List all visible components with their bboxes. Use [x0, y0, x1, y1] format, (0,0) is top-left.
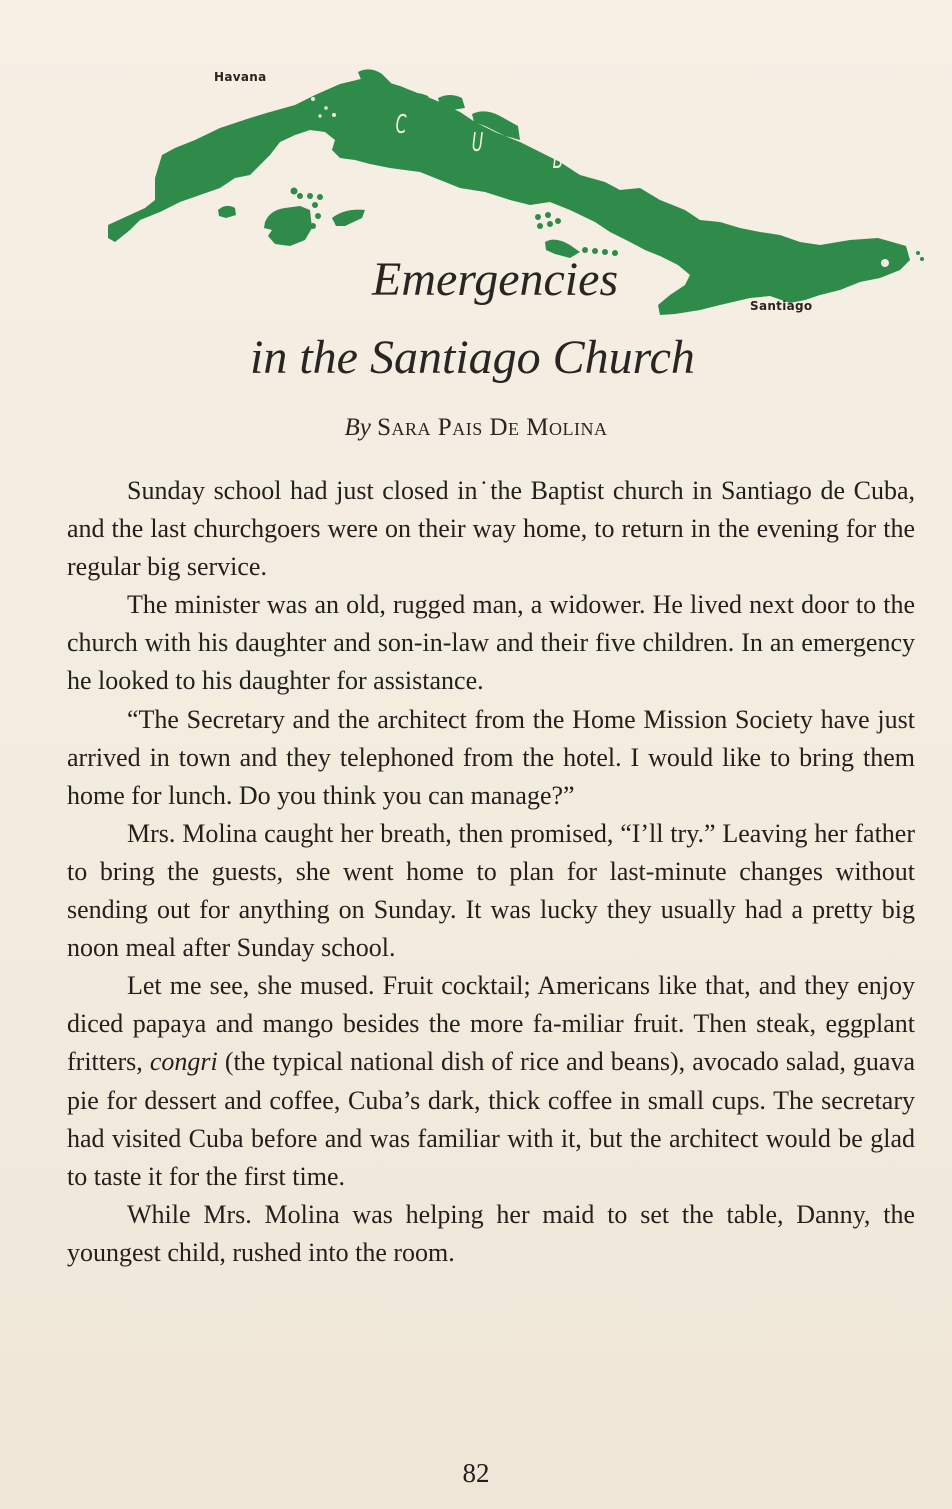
byline-prefix: By	[344, 414, 371, 441]
map-letter-b: B	[552, 145, 564, 175]
article-title-line-2: in the Santiago Church	[250, 331, 695, 384]
paragraph: Sunday school had just closed in˙the Baptist church in Santiago de Cuba, and the last churchgoers were on their way home, to return in the evening for the regular big service.	[67, 476, 915, 582]
paragraph	[67, 967, 915, 1196]
cuba-cay	[218, 206, 236, 218]
paragraph: The minister was an old, rugged man, a widower. He lived next door to the church with his daughter and son-in-law and their five children. In an emergency he looked to his daughter for assistance.	[67, 590, 915, 696]
byline	[0, 414, 952, 442]
byline-author: Sara Pais De Molina	[377, 414, 608, 441]
page-number: 82	[462, 1458, 490, 1488]
map-label-santiago: Santiago	[750, 299, 813, 313]
map-letter-u: U	[471, 128, 484, 158]
paragraph: “The Secretary and the architect from the Home Mission Society have just arrived in town and they telephoned from the hotel. I would like to bring them home for lunch. Do you think you can manage?”	[67, 704, 915, 810]
paragraph: Mrs. Molina caught her breath, then promised, “I’ll try.” Leaving her father to bring the guests, she went home to plan for last-minute changes without sending out for anything on Sunday. It was lucky they usually had a pretty big noon meal after Sunday school.	[67, 818, 915, 963]
paragraph-text: Let me see, she mused. Fruit cocktail; Americans like that, and they enjoy diced papaya and mango besides the more fa-miliar fruit. Then steak, eggplant fritters,	[67, 971, 915, 1077]
map-label-havana: Havana	[214, 70, 267, 84]
article-title-line-1: Emergencies	[372, 253, 619, 306]
map-letter-c: C	[395, 110, 407, 140]
paragraph: While Mrs. Molina was helping her maid to set the table, Danny, the youngest child, rushed into the room.	[67, 1199, 915, 1267]
cuba-cay	[332, 210, 365, 226]
map-letter-a: A	[631, 162, 643, 192]
italic-term: congri	[149, 1047, 218, 1077]
isle-of-youth	[264, 206, 312, 246]
paragraph-text: (the typical national dish of rice and beans), avocado salad, guava pie for dessert and coffee, Cuba’s dark, thick coffee in small cups. The secretary had visited Cuba before and was familiar with it, but the architect would be glad to taste it for the first time.	[67, 1047, 916, 1191]
article-body	[67, 472, 915, 1272]
